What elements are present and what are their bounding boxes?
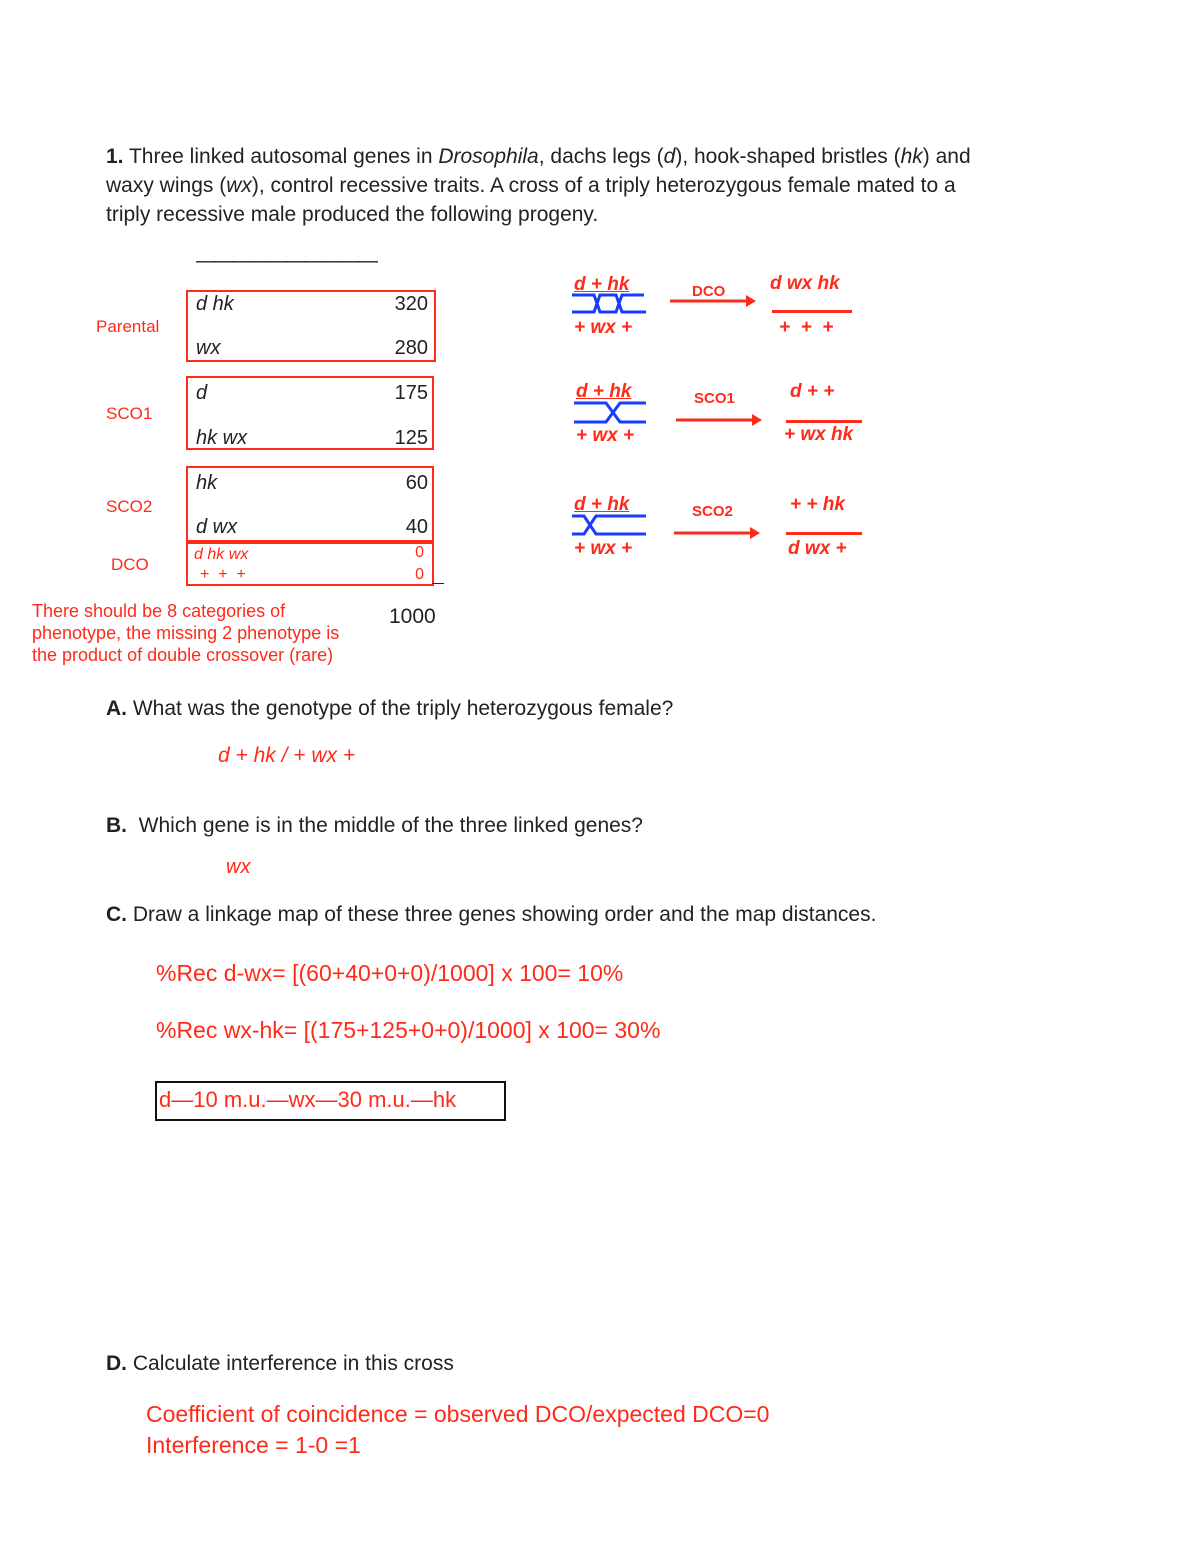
count-cell: 0 bbox=[415, 566, 424, 583]
arrow-icon bbox=[668, 294, 758, 308]
arrow-icon bbox=[674, 413, 764, 427]
label-dco: DCO bbox=[111, 555, 149, 574]
phenotype-cell: d hk wx bbox=[194, 546, 249, 563]
sco2-crossover-lines bbox=[568, 510, 653, 540]
question-text: Which gene is in the middle of the three linked genes? bbox=[138, 814, 643, 837]
chromosome-top: d + hk bbox=[574, 274, 630, 295]
table-top-rule: —————————— bbox=[196, 250, 376, 272]
count-cell: 0 bbox=[415, 544, 424, 561]
question-text: Three linked autosomal genes in bbox=[128, 145, 439, 168]
part-a-answer: d + hk / + wx + bbox=[218, 744, 356, 767]
linkage-map: d—10 m.u.—wx—30 m.u.—hk bbox=[159, 1087, 457, 1112]
chromosome-top: d + hk bbox=[576, 381, 632, 402]
question-text: , dachs legs ( bbox=[538, 145, 664, 168]
count-cell: 125 bbox=[394, 427, 428, 449]
phenotype-cell: d hk bbox=[196, 293, 234, 315]
chromosome-divider bbox=[786, 420, 862, 423]
note-line: There should be 8 categories of bbox=[32, 601, 286, 621]
part-c-question bbox=[106, 900, 876, 929]
phenotype-cell: d wx bbox=[196, 516, 238, 538]
gene-symbol: wx bbox=[226, 174, 252, 197]
part-a-question bbox=[106, 694, 673, 723]
arrow-label-dco: DCO bbox=[692, 283, 726, 300]
organism-name: Drosophila bbox=[438, 145, 539, 168]
dco-crossover-lines bbox=[568, 290, 653, 320]
part-letter: D. bbox=[106, 1352, 127, 1375]
phenotype-cell: d bbox=[196, 382, 208, 404]
result-top: d wx hk bbox=[770, 273, 840, 294]
count-cell: 175 bbox=[394, 382, 428, 404]
phenotype-cell: hk bbox=[196, 472, 218, 494]
part-letter: A. bbox=[106, 697, 127, 720]
count-cell: 320 bbox=[394, 293, 428, 315]
result-top: d + + bbox=[790, 381, 835, 402]
arrow-label-sco1: SCO1 bbox=[694, 390, 735, 407]
chromosome-bottom: + wx + bbox=[576, 425, 635, 446]
phenotype-cell: + + + bbox=[200, 566, 246, 583]
arrow-label-sco2: SCO2 bbox=[692, 503, 733, 520]
note-line: phenotype, the missing 2 phenotype is bbox=[32, 623, 340, 643]
part-d-question bbox=[106, 1349, 454, 1378]
question-number: 1. bbox=[106, 145, 124, 168]
result-bottom: d wx + bbox=[788, 538, 847, 559]
gene-symbol: d bbox=[663, 145, 676, 168]
question-text: waxy wings ( bbox=[106, 174, 227, 197]
part-letter: B. bbox=[106, 814, 127, 837]
chromosome-divider bbox=[772, 310, 852, 313]
question-text: ), control recessive traits. A cross of a triply heterozygous female mated to a bbox=[251, 174, 956, 197]
part-d-answer-1: Coefficient of coincidence = observed DCO/expected DCO=0 bbox=[146, 1401, 770, 1427]
chromosome-bottom: + wx + bbox=[574, 317, 633, 338]
question-text: ) and bbox=[922, 145, 971, 168]
table-bottom-tick bbox=[432, 583, 444, 584]
question-text: ), hook-shaped bristles ( bbox=[675, 145, 901, 168]
part-b-answer: wx bbox=[226, 856, 251, 878]
part-letter: C. bbox=[106, 903, 127, 926]
phenotype-cell: wx bbox=[196, 337, 221, 359]
question-line-1 bbox=[106, 142, 1106, 171]
question-text: What was the genotype of the triply heterozygous female? bbox=[132, 697, 674, 720]
label-parental: Parental bbox=[96, 317, 160, 336]
part-c-calc-1: %Rec d-wx= [(60+40+0+0)/1000] x 100= 10% bbox=[156, 960, 624, 986]
part-d-answer-2: Interference = 1-0 =1 bbox=[146, 1432, 361, 1458]
gene-symbol: hk bbox=[900, 145, 923, 168]
question-line-2 bbox=[106, 171, 1106, 200]
result-bottom: + + + bbox=[779, 317, 834, 338]
part-c-calc-2: %Rec wx-hk= [(175+125+0+0)/1000] x 100= 30% bbox=[156, 1017, 661, 1043]
total-count: 1000 bbox=[389, 605, 436, 628]
count-cell: 60 bbox=[405, 472, 428, 494]
sco1-crossover-lines bbox=[570, 398, 655, 428]
count-cell: 40 bbox=[405, 516, 428, 538]
chromosome-top: d + hk bbox=[574, 494, 630, 515]
chromosome-bottom: + wx + bbox=[574, 538, 633, 559]
question-line-3: triply recessive male produced the following progeny. bbox=[106, 203, 599, 226]
chromosome-divider bbox=[786, 532, 862, 535]
question-text: Calculate interference in this cross bbox=[132, 1352, 454, 1375]
arrow-icon bbox=[672, 526, 762, 540]
label-sco2: SCO2 bbox=[106, 497, 153, 516]
result-top: + + hk bbox=[790, 494, 845, 515]
result-bottom: + wx hk bbox=[784, 424, 854, 445]
phenotype-cell: hk wx bbox=[196, 427, 248, 449]
part-b-question bbox=[106, 811, 643, 840]
note-line: the product of double crossover (rare) bbox=[32, 645, 334, 665]
count-cell: 280 bbox=[394, 337, 428, 359]
question-text: Draw a linkage map of these three genes showing order and the map distances. bbox=[132, 903, 877, 926]
label-sco1: SCO1 bbox=[106, 404, 153, 423]
